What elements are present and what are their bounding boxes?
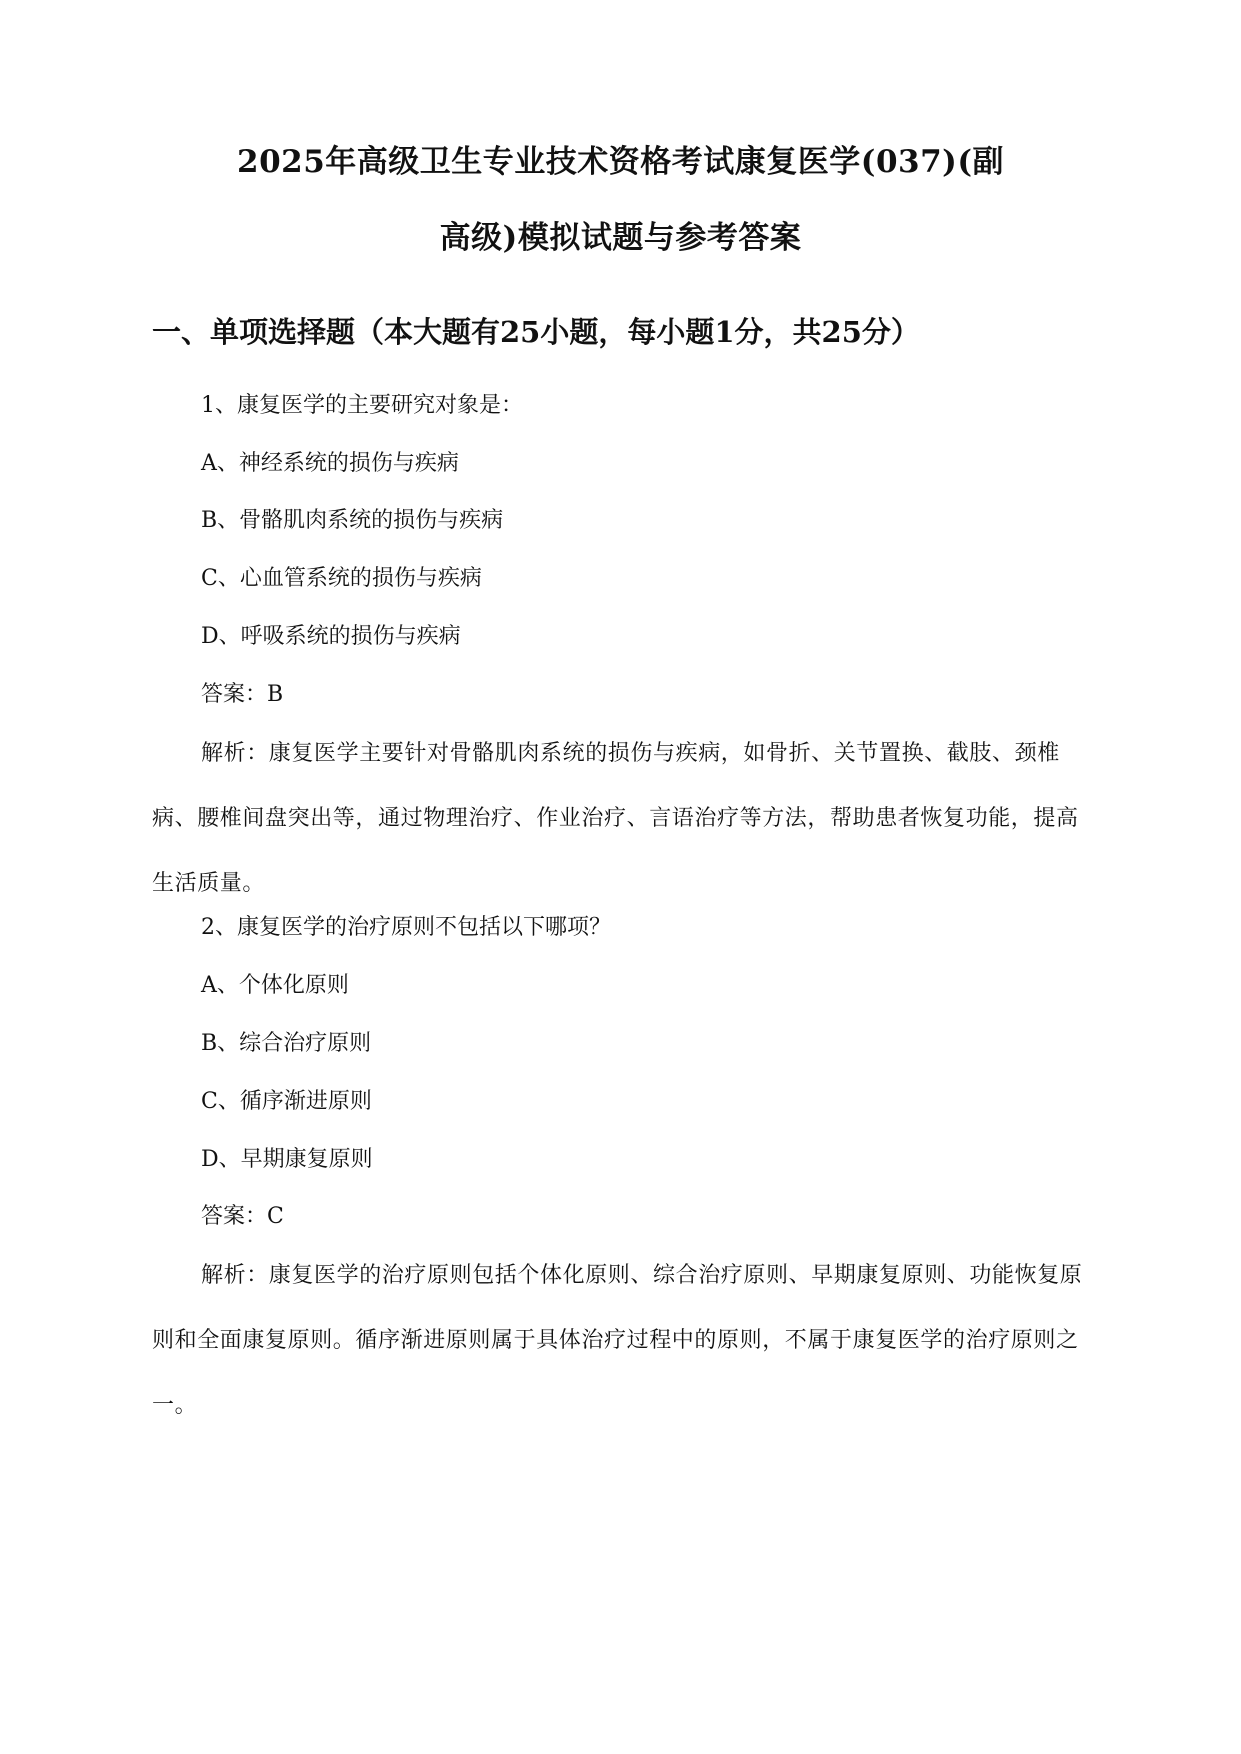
option-c: C、心血管系统的损伤与疾病 (201, 566, 482, 591)
document-title-line-1: 2025年高级卫生专业技术资格考试康复医学(037)(副 (237, 144, 1004, 180)
section-heading: 一、单项选择题（本大题有25小题，每小题1分，共25分） (152, 315, 920, 349)
question-stem: 1、康复医学的主要研究对象是： (201, 393, 523, 418)
question-stem: 2、康复医学的治疗原则不包括以下哪项？ (201, 915, 611, 940)
option-a: A、神经系统的损伤与疾病 (201, 451, 459, 476)
document-title-line-2: 高级)模拟试题与参考答案 (439, 220, 802, 256)
answer: 答案：C (201, 1204, 284, 1229)
option-d: D、早期康复原则 (201, 1147, 373, 1172)
option-d: D、呼吸系统的损伤与疾病 (201, 624, 461, 649)
analysis-paragraph: 解析：康复医学的治疗原则包括个体化原则、综合治疗原则、早期康复原则、功能恢复原则和全面康复原则。循序渐进原则属于具体治疗过程中的原则，不属于康复医学的治疗原则之一。 (152, 1263, 1083, 1418)
option-c: C、循序渐进原则 (201, 1089, 372, 1114)
option-a: A、个体化原则 (201, 973, 349, 998)
analysis-paragraph: 解析：康复医学主要针对骨骼肌肉系统的损伤与疾病，如骨折、关节置换、截肢、颈椎病、腰椎间盘突出等，通过物理治疗、作业治疗、言语治疗等方法，帮助患者恢复功能，提高生活质量。 (152, 741, 1079, 896)
option-b: B、骨骼肌肉系统的损伤与疾病 (201, 508, 504, 533)
answer: 答案：B (201, 682, 284, 707)
option-b: B、综合治疗原则 (201, 1031, 372, 1056)
